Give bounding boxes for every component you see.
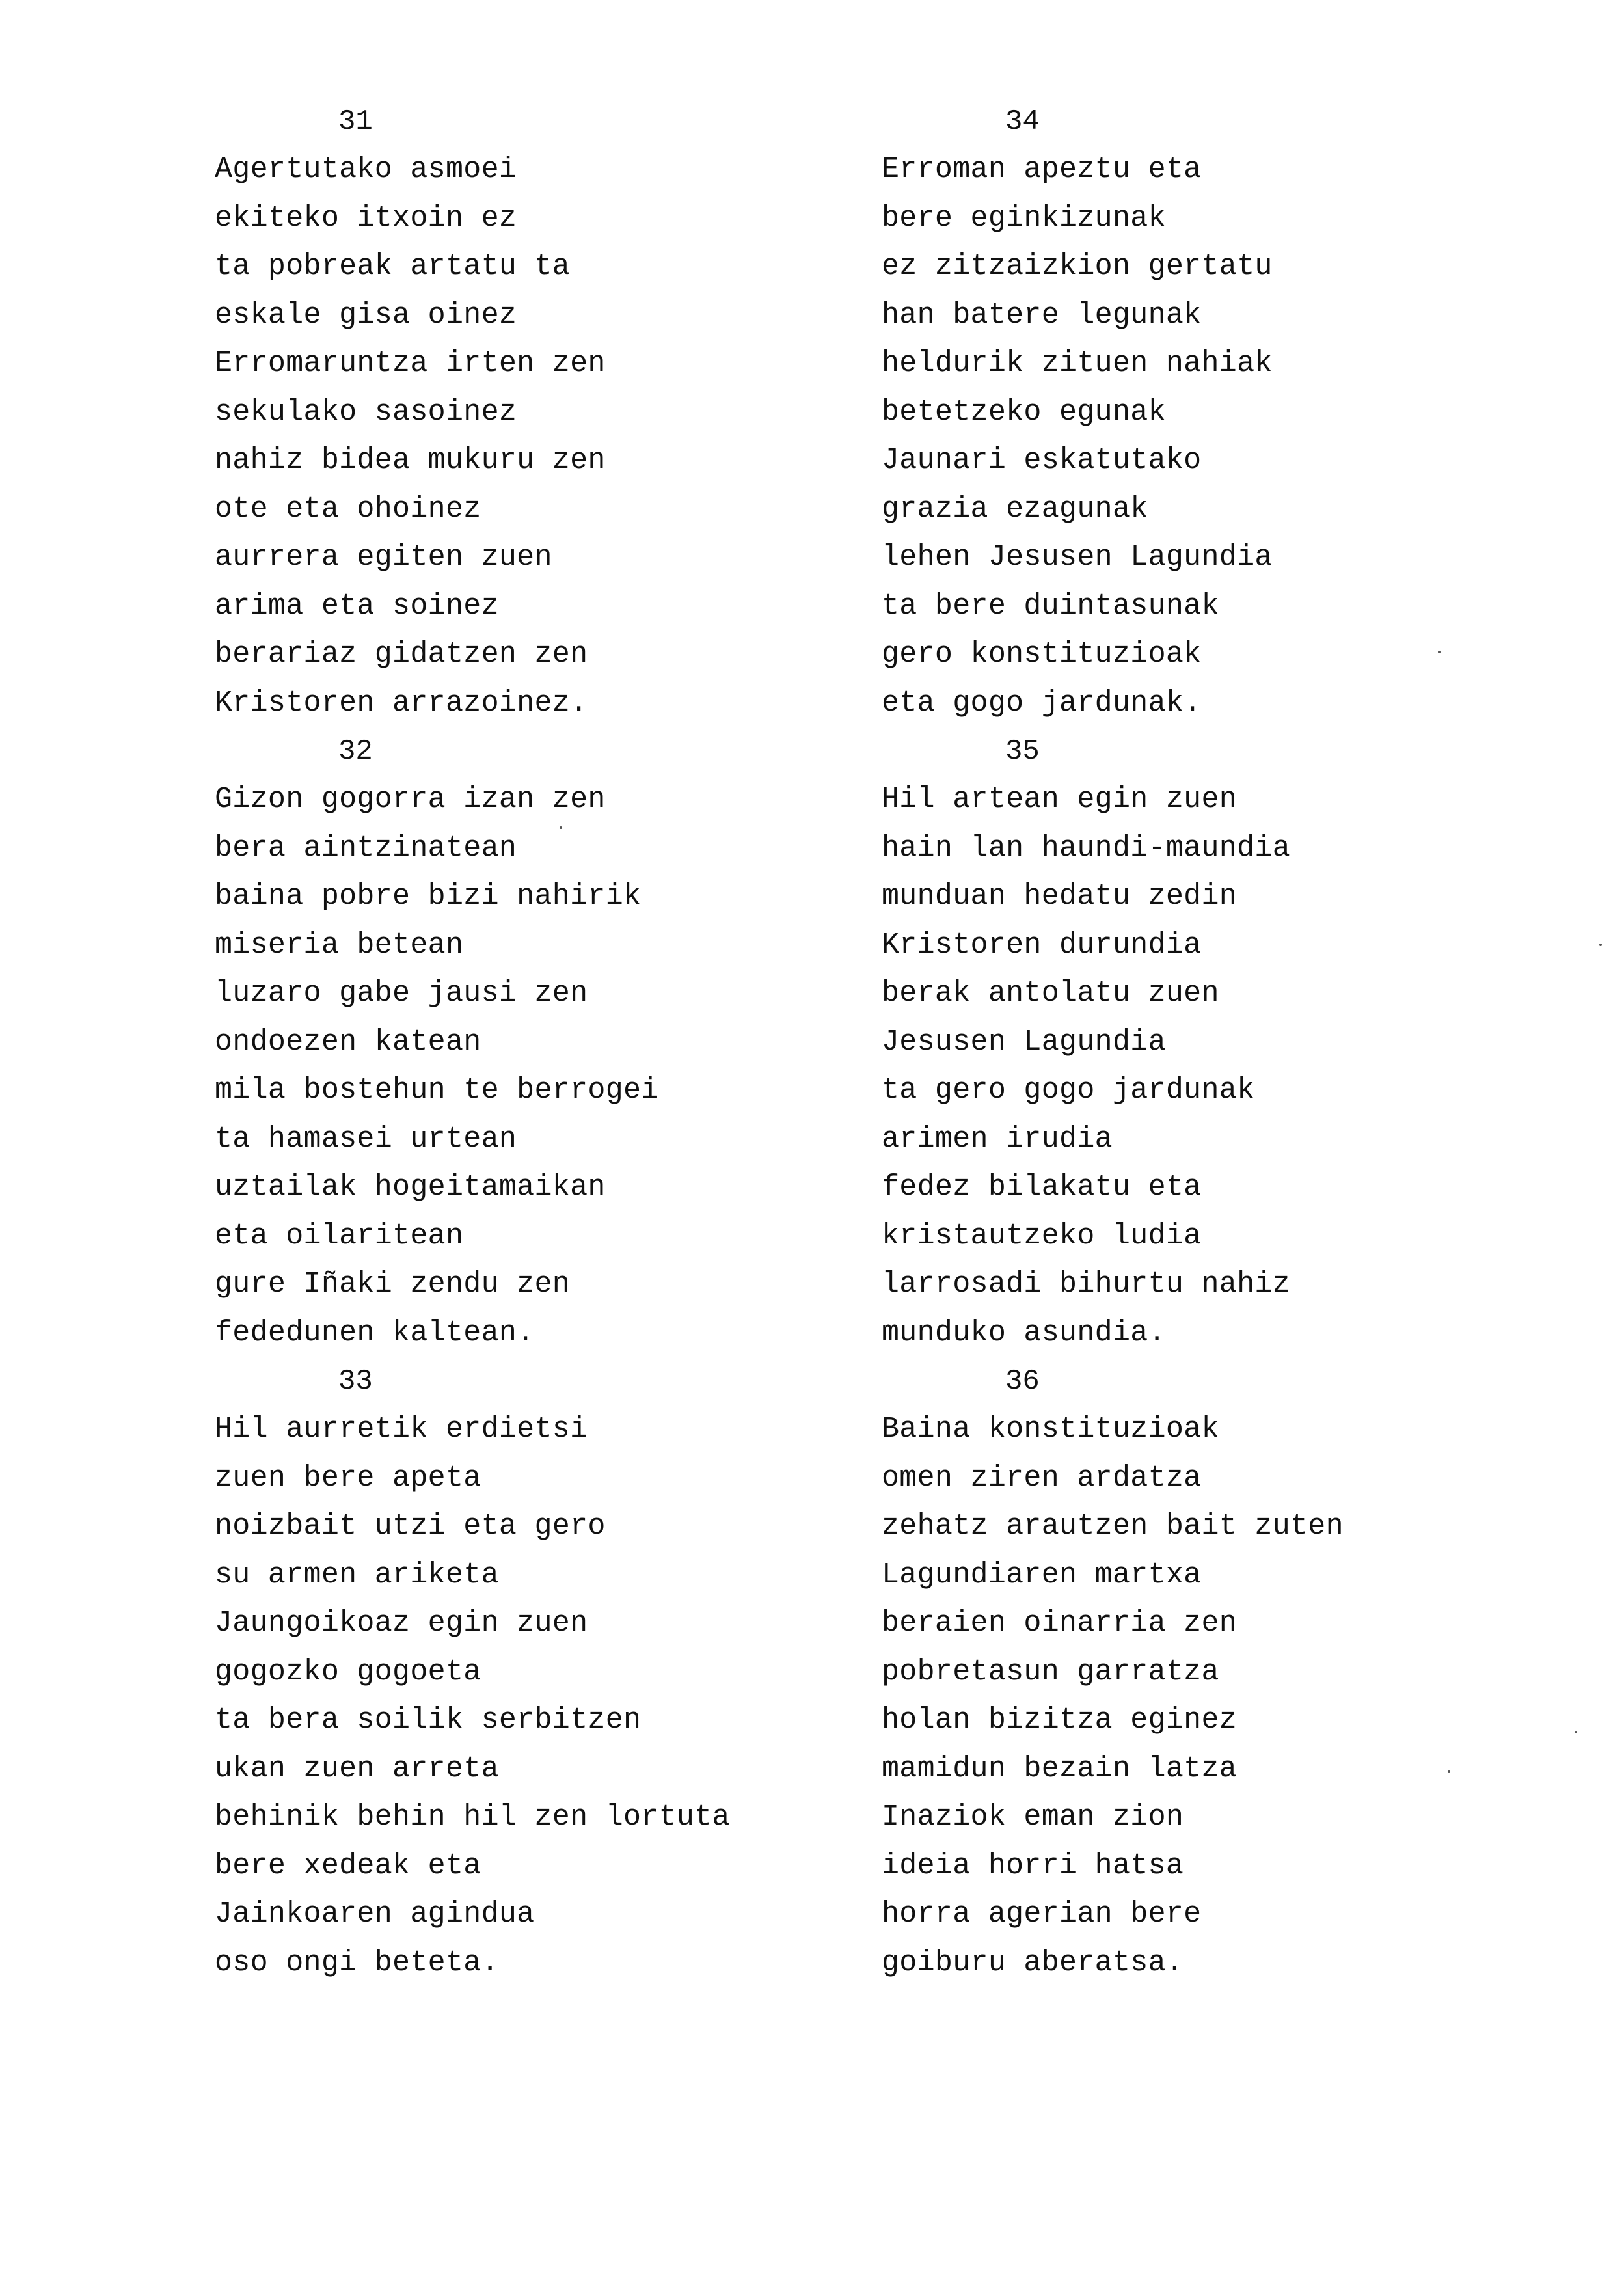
- verse-line: eta gogo jardunak.: [882, 686, 1202, 720]
- left-column: [215, 98, 800, 1987]
- verse-line: munduko asundia.: [882, 1316, 1166, 1350]
- verse-line: berariaz gidatzen zen: [215, 638, 588, 671]
- verse-line: mila bostehun te berrogei: [215, 1074, 659, 1107]
- verse-line: lehen Jesusen Lagundia: [882, 541, 1273, 574]
- verse-line: fededunen kaltean.: [215, 1316, 535, 1350]
- verse-line: fedez bilakatu eta: [882, 1171, 1202, 1204]
- stanza-number: 36: [1005, 1365, 1040, 1398]
- verse-line: Gizon gogorra izan zen: [215, 783, 606, 816]
- verse-line: pobretasun garratza: [882, 1655, 1219, 1689]
- stanza-number: 35: [1005, 735, 1040, 768]
- verse-line: ta hamasei urtean: [215, 1122, 517, 1156]
- verse-line: ote eta ohoinez: [215, 492, 481, 526]
- verse-line: ekiteko itxoin ez: [215, 201, 517, 235]
- verse-line: ta gero gogo jardunak: [882, 1074, 1255, 1107]
- verse-line: gero konstituzioak: [882, 638, 1202, 671]
- right-column: [882, 98, 1467, 1987]
- verse-line: goiburu aberatsa.: [882, 1946, 1184, 1979]
- verse-line: baina pobre bizi nahirik: [215, 880, 642, 913]
- verse-line: omen ziren ardatza: [882, 1461, 1202, 1495]
- verse-line: Hil artean egin zuen: [882, 783, 1238, 816]
- verse-line: nahiz bidea mukuru zen: [215, 444, 606, 477]
- verse-line: grazia ezagunak: [882, 492, 1148, 526]
- verse-line: zuen bere apeta: [215, 1461, 481, 1495]
- verse-line: Baina konstituzioak: [882, 1413, 1219, 1446]
- verse-line: Inaziok eman zion: [882, 1800, 1184, 1834]
- verse-line: berak antolatu zuen: [882, 977, 1219, 1010]
- verse-line: heldurik zituen nahiak: [882, 347, 1273, 380]
- verse-line: ta bere duintasunak: [882, 589, 1219, 623]
- verse-line: aurrera egiten zuen: [215, 541, 552, 574]
- verse-line: hain lan haundi-maundia: [882, 831, 1291, 865]
- stanza: [882, 727, 1467, 1357]
- verse-line: zehatz arautzen bait zuten: [882, 1510, 1344, 1543]
- verse-line: Jaunari eskatutako: [882, 444, 1202, 477]
- verse-line: larrosadi bihurtu nahiz: [882, 1268, 1291, 1301]
- verse-line: arima eta soinez: [215, 589, 499, 623]
- verse-line: beraien oinarria zen: [882, 1607, 1238, 1640]
- verse-line: bere xedeak eta: [215, 1849, 481, 1882]
- scan-speck: [1438, 651, 1441, 653]
- verse-line: munduan hedatu zedin: [882, 880, 1238, 913]
- verse-line: ukan zuen arreta: [215, 1752, 499, 1786]
- verse-line: Jainkoaren agindua: [215, 1897, 535, 1931]
- verse-line: Erromaruntza irten zen: [215, 347, 606, 380]
- stanza: [882, 1357, 1467, 1987]
- stanza: [215, 727, 800, 1357]
- verse-line: miseria betean: [215, 928, 464, 962]
- stanza: [882, 98, 1467, 727]
- verse-line: luzaro gabe jausi zen: [215, 977, 588, 1010]
- verse-line: eta oilaritean: [215, 1219, 464, 1253]
- verse-line: ta pobreak artatu ta: [215, 250, 571, 283]
- verse-line: mamidun bezain latza: [882, 1752, 1238, 1786]
- verse-line: gure Iñaki zendu zen: [215, 1268, 571, 1301]
- verse-line: oso ongi beteta.: [215, 1946, 499, 1979]
- stanza-number: 34: [1005, 105, 1040, 138]
- verse-line: Kristoren durundia: [882, 928, 1202, 962]
- verse-line: ondoezen katean: [215, 1025, 481, 1059]
- scan-speck: [1448, 1770, 1450, 1773]
- verse-line: Hil aurretik erdietsi: [215, 1413, 588, 1446]
- stanza-number: 31: [338, 105, 373, 138]
- verse-line: bere eginkizunak: [882, 201, 1166, 235]
- verse-line: sekulako sasoinez: [215, 395, 517, 429]
- verse-line: Agertutako asmoei: [215, 153, 517, 186]
- verse-line: arimen irudia: [882, 1122, 1113, 1156]
- verse-line: horra agerian bere: [882, 1897, 1202, 1931]
- verse-line: ideia horri hatsa: [882, 1849, 1184, 1882]
- verse-line: ez zitzaizkion gertatu: [882, 250, 1273, 283]
- verse-line: uztailak hogeitamaikan: [215, 1171, 606, 1204]
- stanza-number: 33: [338, 1365, 373, 1398]
- verse-line: betetzeko egunak: [882, 395, 1166, 429]
- verse-line: Jesusen Lagundia: [882, 1025, 1166, 1059]
- verse-line: noizbait utzi eta gero: [215, 1510, 606, 1543]
- verse-line: behinik behin hil zen lortuta: [215, 1800, 730, 1834]
- verse-line: Erroman apeztu eta: [882, 153, 1202, 186]
- verse-line: Jaungoikoaz egin zuen: [215, 1607, 588, 1640]
- scan-speck: [560, 826, 562, 829]
- verse-line: holan bizitza eginez: [882, 1704, 1238, 1737]
- verse-line: eskale gisa oinez: [215, 298, 517, 332]
- verse-line: han batere legunak: [882, 298, 1202, 332]
- verse-line: Lagundiaren martxa: [882, 1558, 1202, 1592]
- stanza-number: 32: [338, 735, 373, 768]
- stanza: [215, 98, 800, 727]
- scan-speck: [1599, 944, 1602, 946]
- scan-speck: [1575, 1731, 1577, 1733]
- verse-line: su armen ariketa: [215, 1558, 499, 1592]
- verse-line: Kristoren arrazoinez.: [215, 686, 588, 720]
- verse-line: kristautzeko ludia: [882, 1219, 1202, 1253]
- verse-line: bera aintzinatean: [215, 831, 517, 865]
- verse-line: ta bera soilik serbitzen: [215, 1704, 642, 1737]
- verse-line: gogozko gogoeta: [215, 1655, 481, 1689]
- stanza: [215, 1357, 800, 1987]
